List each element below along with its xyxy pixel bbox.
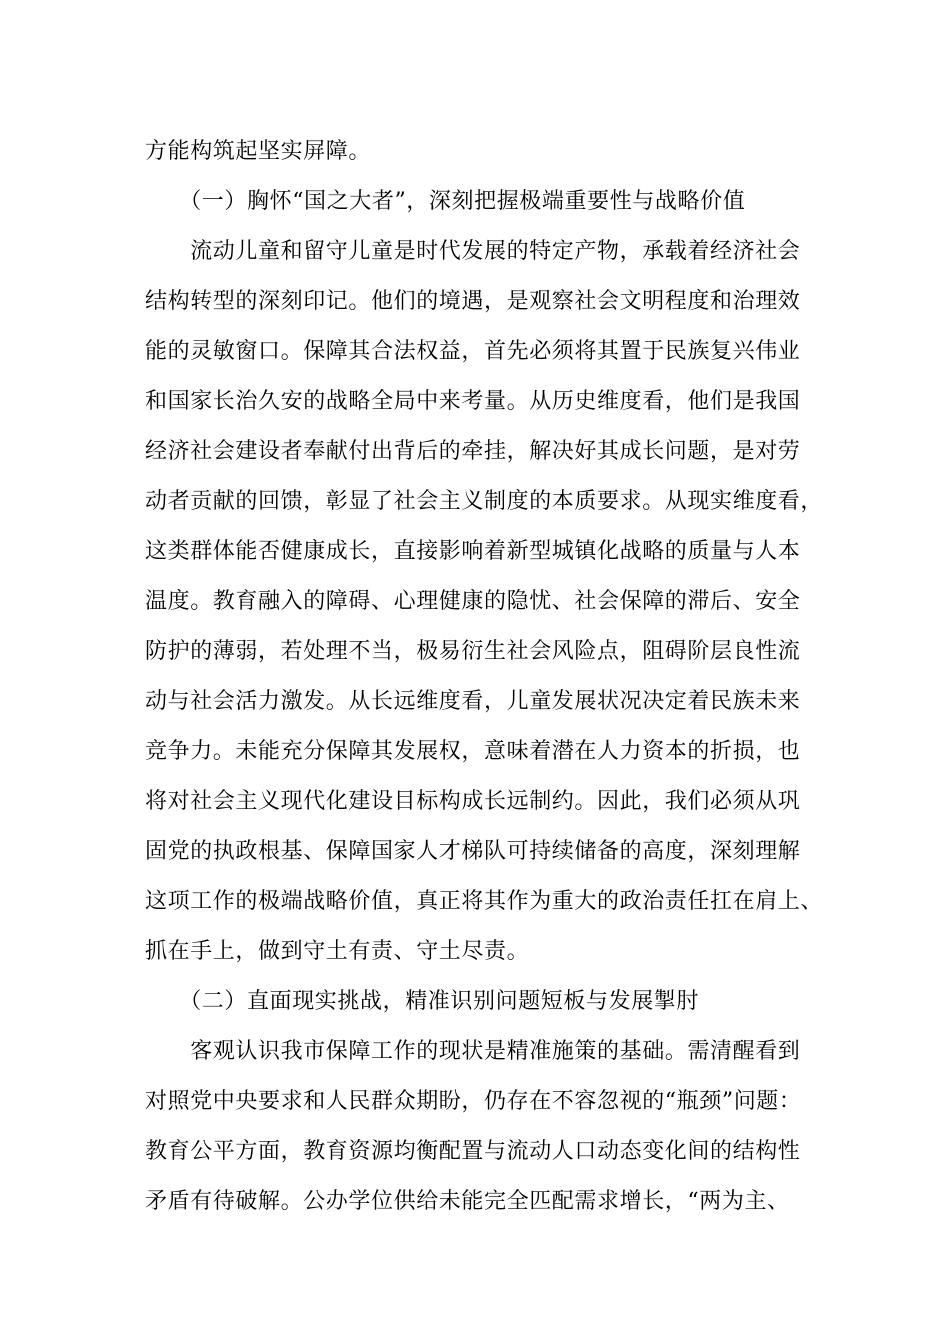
text-line: 防护的薄弱，若处理不当，极易衍生社会风险点，阻碍阶层良性流 — [145, 639, 801, 664]
text-line: 将对社会主义现代化建设目标构成长远制约。因此，我们必须从巩 — [145, 789, 801, 814]
text-line: 客观认识我市保障工作的现状是精准施策的基础。需清醒看到 — [145, 1039, 801, 1064]
text-line: 这类群体能否健康成长，直接影响着新型城镇化战略的质量与人本 — [145, 539, 801, 564]
text-line: 竞争力。未能充分保障其发展权，意味着潜在人力资本的折损，也 — [145, 739, 801, 764]
text-line: 和国家长治久安的战略全局中来考量。从历史维度看，他们是我国 — [145, 389, 801, 414]
text-line: 这项工作的极端战略价值，真正将其作为重大的政治责任扛在肩上、 — [145, 889, 824, 914]
text-line: 对照党中央要求和人民群众期盼，仍存在不容忽视的“瓶颈”问题： — [145, 1089, 802, 1114]
text-line: 动与社会活力激发。从长远维度看，儿童发展状况决定着民族未来 — [145, 689, 801, 714]
text-line: 教育公平方面，教育资源均衡配置与流动人口动态变化间的结构性 — [145, 1139, 801, 1164]
text-line: 方能构筑起坚实屏障。 — [145, 139, 372, 164]
text-line: 结构转型的深刻印记。他们的境遇，是观察社会文明程度和治理效 — [145, 289, 801, 314]
text-line: 矛盾有待破解。公办学位供给未能完全匹配需求增长，“两为主、 — [145, 1189, 790, 1214]
text-line: 流动儿童和留守儿童是时代发展的特定产物，承载着经济社会 — [145, 239, 801, 264]
text-line: 动者贡献的回馈，彰显了社会主义制度的本质要求。从现实维度看， — [145, 489, 824, 514]
section-heading-1: （一）胸怀“国之大者”，深刻把握极端重要性与战略价值 — [145, 189, 746, 214]
text-line: 固党的执政根基、保障国家人才梯队可持续储备的高度，深刻理解 — [145, 839, 801, 864]
section-heading-2: （二）直面现实挑战，精准识别问题短板与发展掣肘 — [145, 989, 700, 1014]
text-line: 经济社会建设者奉献付出背后的牵挂，解决好其成长问题，是对劳 — [145, 439, 801, 464]
text-line: 抓在手上，做到守土有责、守土尽责。 — [145, 939, 530, 964]
text-line: 温度。教育融入的障碍、心理健康的隐忧、社会保障的滞后、安全 — [145, 589, 801, 614]
text-line: 能的灵敏窗口。保障其合法权益，首先必须将其置于民族复兴伟业 — [145, 339, 801, 364]
